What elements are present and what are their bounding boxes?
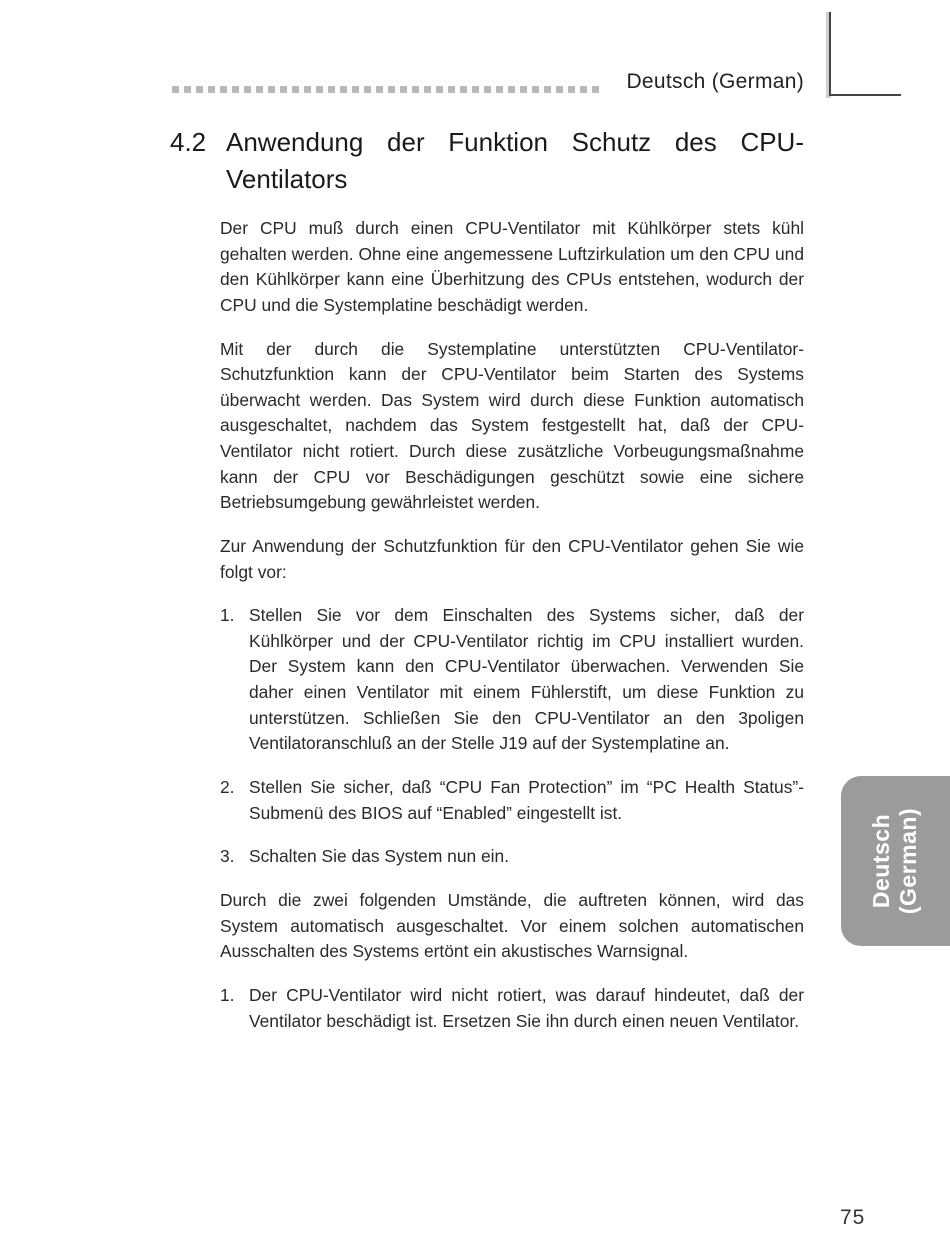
paragraph-protection: Mit der durch die Systemplatine unterstützten CPU-Ventilator-Schutzfunktion kann der CPU-Ventilator beim Starten des Systems überwacht werden. Das System wird durch diese Funktion automatisch ausgeschaltet, nachdem das System festgestellt hat, daß der CPU-Ventilator nicht rotiert. Durch diese zusätzliche Vorbeugungsmaßnahme kann der CPU vor Beschädigungen geschützt sowie eine sichere Betriebsumgebung gewährleistet werden. [220, 338, 804, 513]
list-item: 2. Stellen Sie sicher, daß “CPU Fan Protection” im “PC Health Status”-Submenü des BIOS auf “Enabled” eingestellt ist. [220, 777, 804, 823]
list-item: 1. Der CPU-Ventilator wird nicht rotiert, was darauf hindeutet, daß der Ventilator beschädigt ist. Ersetzen Sie ihn durch einen neuen Ventilator. [220, 985, 804, 1031]
body-text [220, 216, 804, 1053]
language-side-tab [841, 776, 950, 946]
list-item: 3. Schalten Sie das System nun ein. [220, 846, 510, 867]
steps-list [220, 603, 804, 870]
paragraph-intro: Der CPU muß durch einen CPU-Ventilator mit Kühlkörper stets kühl gehalten werden. Ohne eine angemessene Luftzirkulation um den CPU und den Kühlkörper kann eine Überhitzung des CPUs entstehen, wodurch der CPU und die Systemplatine beschädigt werden. [220, 218, 804, 315]
section-title-line1: 4.2 Anwendung der Funktion Schutz des CPU- [170, 124, 804, 161]
header-language: Deutsch (German) [626, 70, 804, 93]
paragraph-conditions-intro: Durch die zwei folgenden Umstände, die auftreten können, wird das System automatisch ausgeschaltet. Vor einem solchen automatischen Ausschalten des Systems ertönt ein akustisches Warnsignal. [220, 890, 804, 962]
list-item: 1. Stellen Sie vor dem Einschalten des Systems sicher, daß der Kühlkörper und der CPU-Ventilator richtig im CPU installiert wurden. Der System kann den CPU-Ventilator überwachen. Verwenden Sie daher einen Ventilator mit einem Fühlerstift, um diese Funktion zu unterstützen. Schließen Sie den CPU-Ventilator an den 3poligen Ventilatoranschluß an der Stelle J19 auf der Systemplatine an. [220, 605, 804, 754]
conditions-list [220, 983, 804, 1034]
side-tab-label: Deutsch (German) [868, 807, 921, 915]
header-dotted-rule [172, 86, 600, 93]
section-title-line2: Ventilators [226, 164, 348, 194]
section-number: 4.2 [170, 127, 207, 157]
page-number: 75 [840, 1206, 866, 1229]
paragraph-steps-intro: Zur Anwendung der Schutzfunktion für den CPU-Ventilator gehen Sie wie folgt vor: [220, 535, 804, 582]
corner-bar-vertical [829, 12, 831, 96]
section-title [170, 124, 804, 198]
corner-bar-horizontal [829, 94, 901, 96]
